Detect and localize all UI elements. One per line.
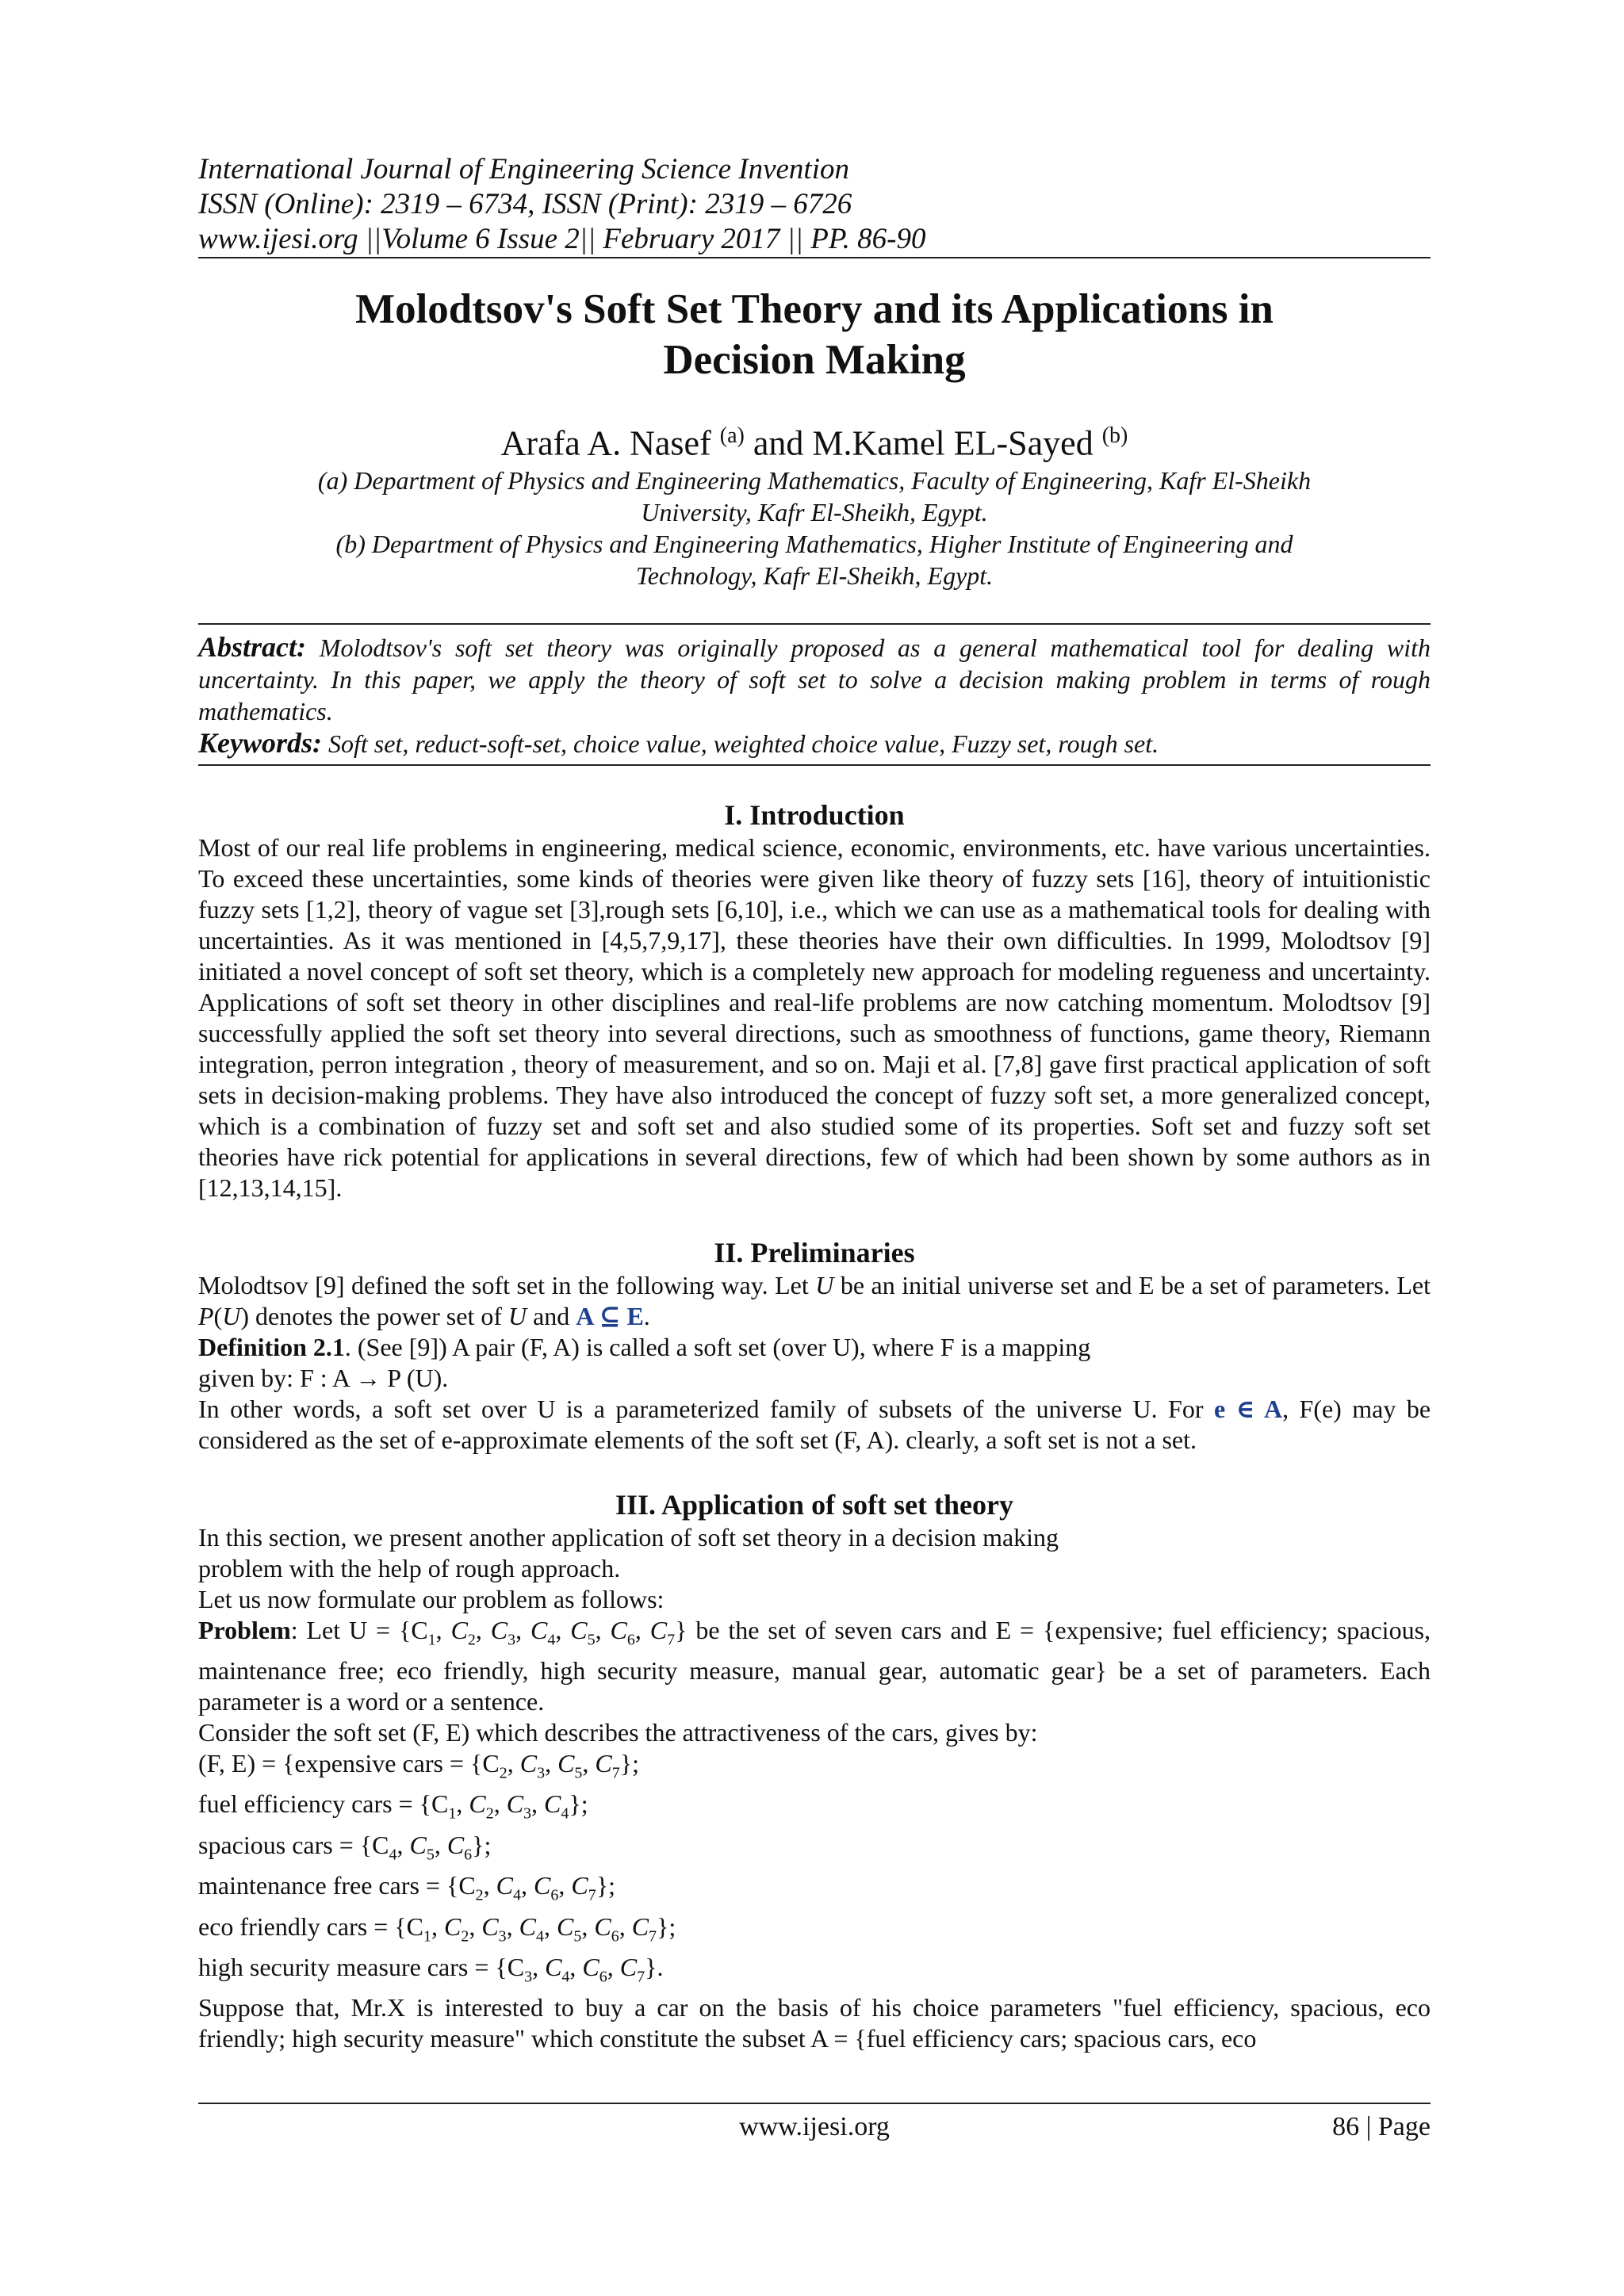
soft-set-fuel-efficiency: fuel efficiency cars = {$C_1$, $C_2$, $C_3$, $C_4$}; bbox=[198, 1789, 588, 1823]
problem-text-1: : Let U = {C bbox=[290, 1615, 428, 1644]
soft-set-eco-friendly: eco friendly cars = {$C_1$, $C_2$, $C_3$, $C_4$, $C_5$, $C_6$, $C_7$}; bbox=[198, 1911, 676, 1945]
consider-line: Consider the soft set (F, E) which describes the attractiveness of the cars, gives by: bbox=[198, 1718, 1038, 1747]
problem-text-2: } be the set of seven cars and E = {expensive; fuel efficiency; spacious, maintenance free; eco friendly, high security measure, manual gear, automatic gear} be a set of parameters. Each parameter is a word or a sentence. bbox=[198, 1615, 1431, 1716]
mapping-line: given by: F : A → P (U). bbox=[198, 1363, 449, 1392]
problem-statement: Problem: Let $U = \{C_1$, $C_2$, $C_3$, $C_4$, $C_5$, $C_6$, $C_7$} be the set of seven cars and E = {expensive; fuel efficiency; spacious, maintenance free; eco friendly, high security measure, manual gear, automatic gear} be a set of parameters. Each parameter is a word or a sentence. bbox=[198, 1615, 1431, 1716]
application-line-3: Let us now formulate our problem as follows: bbox=[198, 1584, 665, 1613]
title-line-1: Molodtsov's Soft Set Theory and its Applications in bbox=[355, 286, 1274, 332]
affiliation-a-line-1: (a) Department of Physics and Engineering Mathematics, Faculty of Engineering, Kafr El-Sheikh bbox=[317, 465, 1312, 495]
affiliation-a-line-2: University, Kafr El-Sheikh, Egypt. bbox=[641, 497, 988, 526]
abstract-text: Molodtsov's soft set theory was originally proposed as a general mathematical tool for dealing with uncertainty. In this paper, we apply the theory of soft set to solve a decision making problem in terms of rough mathematics. bbox=[198, 633, 1431, 725]
journal-volume: www.ijesi.org ||Volume 6 Issue 2|| February 2017 || PP. 86-90 bbox=[198, 223, 926, 255]
affiliation-b-line-2: Technology, Kafr El-Sheikh, Egypt. bbox=[635, 561, 994, 590]
subset-symbol: A ⊆ E bbox=[576, 1301, 644, 1330]
footer-page-number: 86 | Page bbox=[1332, 2112, 1431, 2141]
problem-label: Problem bbox=[198, 1615, 291, 1644]
abstract bbox=[198, 631, 1431, 727]
suppose-paragraph: Suppose that, Mr.X is interested to buy a car on the basis of his choice parameters "fuel efficiency, spacious, eco friendly; high security measure" which constitute the subset A = {fuel efficiency cars; spacious cars, eco bbox=[198, 1993, 1431, 2053]
page-footer bbox=[198, 2103, 1431, 2141]
section-heading-preliminaries: II. Preliminaries bbox=[714, 1236, 915, 1269]
footer-website: www.ijesi.org bbox=[739, 2112, 890, 2141]
application-line-2: problem with the help of rough approach. bbox=[198, 1553, 621, 1582]
definition-2-1 bbox=[198, 1332, 1431, 1363]
abstract-bottom-rule bbox=[198, 764, 1431, 766]
title-line-2: Decision Making bbox=[663, 337, 966, 383]
author-2: and M.Kamel EL-Sayed bbox=[753, 423, 1094, 463]
journal-issn: ISSN (Online): 2319 – 6734, ISSN (Print): 2319 – 6726 bbox=[198, 188, 852, 220]
prelim-text-2: be an initial universe set and E be a set of parameters. Let bbox=[840, 1270, 1431, 1299]
parameterized-family-text bbox=[198, 1394, 1431, 1456]
prelim-text-4: and bbox=[533, 1301, 570, 1330]
other-words-2: , F(e) may be considered as the set of e-approximate elements of the soft set (F, A). clearly, a soft set is not a set. bbox=[198, 1394, 1431, 1454]
author-1: Arafa A. Nasef bbox=[500, 423, 711, 463]
application-line-1: In this section, we present another application of soft set theory in a decision making bbox=[198, 1522, 1059, 1552]
author-1-mark: (a) bbox=[719, 423, 745, 448]
element-symbol: e ∈ A bbox=[1213, 1394, 1283, 1423]
section-heading-introduction: I. Introduction bbox=[724, 798, 905, 831]
abstract-top-rule bbox=[198, 623, 1431, 625]
affiliation-b-line-1: (b) Department of Physics and Engineering Mathematics, Higher Institute of Engineering and bbox=[335, 529, 1293, 558]
author-2-mark: (b) bbox=[1101, 423, 1128, 448]
soft-set-spacious: spacious cars = {$C_4$, $C_5$, $C_6$}; bbox=[198, 1830, 492, 1864]
paper-title bbox=[198, 284, 1431, 385]
header-rule bbox=[198, 257, 1431, 258]
other-words-1: In other words, a soft set over U is a parameterized family of subsets of the universe U. For bbox=[198, 1394, 1204, 1423]
introduction-text: Most of our real life problems in engineering, medical science, economic, environments, etc. have various uncertainties. To exceed these uncertainties, some kinds of theories were given like theory of fuzzy sets [16], theory of intuitionistic fuzzy sets [1,2], theory of vague set [3],rough sets [6,10], i.e., which we can use as a mathematical tools for dealing with uncertainties. As it was mentioned in [4,5,7,9,17], these theories have their own difficulties. In 1999, Molodtsov [9] initiated a novel concept of soft set theory, which is a completely new approach for modeling regueness and uncertainty. Applications of soft set theory in other disciplines and real-life problems are now catching momentum. Molodtsov [9] successfully applied the soft set theory into several directions, such as smoothness of functions, game theory, Riemann integration, perron integration , theory of measurement, and so on. Maji et al. [7,8] gave first practical application of soft sets in decision-making problems. They have also introduced the concept of fuzzy soft set, a more generalized concept, which is a combination of fuzzy set and soft set and also studied some of its properties. Soft set and fuzzy soft set theories have rick potential for applications in several directions, few of which had been shown by some authors as in [12,13,14,15]. bbox=[198, 832, 1431, 1202]
journal-header bbox=[198, 152, 1431, 257]
prelim-text-3: denotes the power set of bbox=[255, 1301, 502, 1330]
soft-set-high-security: high security measure cars = {$C_3$, $C_4$, $C_6$, $C_7$}. bbox=[198, 1953, 664, 1986]
keywords-label: Keywords: bbox=[198, 726, 322, 759]
prelim-text-1: Molodtsov [9] defined the soft set in the following way. Let bbox=[198, 1270, 809, 1299]
keywords-text: Soft set, reduct-soft-set, choice value, weighted choice value, Fuzzy set, rough set. bbox=[328, 729, 1159, 758]
keywords bbox=[198, 727, 1431, 760]
preliminaries-paragraph: Molodtsov [9] defined the soft set in the following way. Let U be an initial universe set and E be a set of parameters. Let P(U) denotes the power set of U and A ⊆ E. bbox=[198, 1270, 1431, 1330]
definition-text: . (See [9]) A pair (F, A) is called a soft set (over U), where F is a mapping bbox=[344, 1332, 1091, 1361]
abstract-label: Abstract: bbox=[198, 630, 307, 663]
section-heading-application: III. Application of soft set theory bbox=[615, 1488, 1013, 1521]
paper-page bbox=[198, 152, 1431, 2054]
soft-set-maintenance-free: maintenance free cars = {$C_2$, $C_4$, $C_6$, $C_7$}; bbox=[198, 1871, 615, 1904]
author-line bbox=[198, 415, 1431, 465]
affiliations bbox=[198, 465, 1431, 591]
soft-set-expensive: (F, E) = {expensive cars = {$C_2$, $C_3$, $C_5$, $C_7$}; bbox=[198, 1749, 639, 1782]
definition-label: Definition 2.1 bbox=[198, 1332, 345, 1361]
journal-name: International Journal of Engineering Science Invention bbox=[198, 153, 849, 186]
